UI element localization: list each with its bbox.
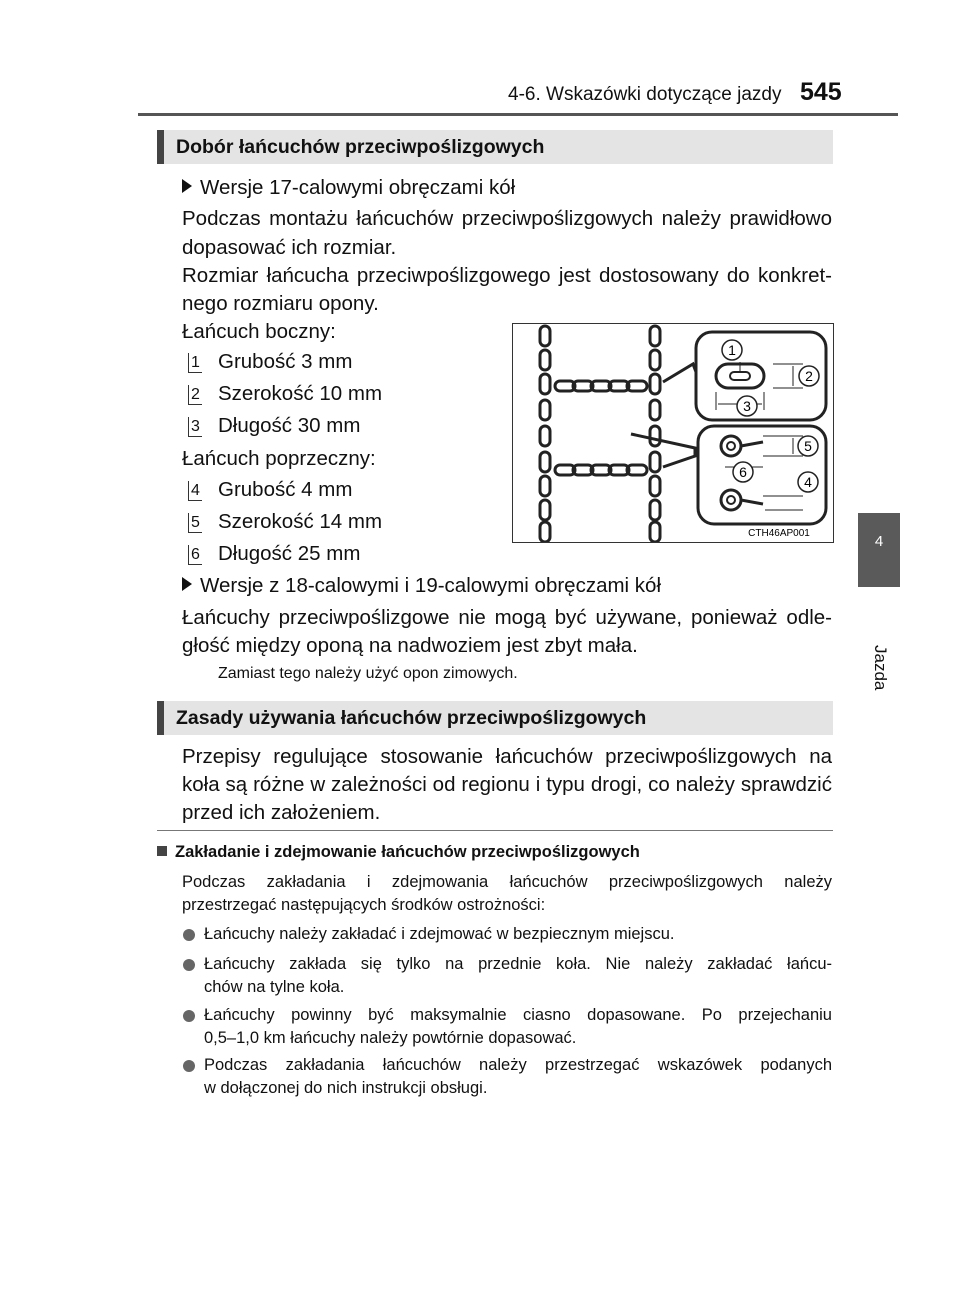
variant-heading-17in: Wersje 17-calowymi obręczami kół (182, 174, 515, 203)
side-chain-label: Łańcuch boczny: (182, 320, 336, 343)
callout-3 (737, 396, 757, 416)
bullet-text: Łańcuchy powinny być maksymalnie ciasno dopasowane. Po przejechaniu (204, 1006, 832, 1024)
svg-text:4: 4 (804, 474, 812, 490)
spec-item: Długość 30 mm (218, 414, 361, 437)
callout-4 (798, 472, 818, 492)
horizontal-chain-lower (555, 465, 647, 475)
callout-2 (799, 366, 819, 386)
item-number: 2 (188, 385, 202, 405)
triangle-bullet-icon (182, 577, 192, 591)
variant-heading-18-19in: Wersje z 18-calowymi i 19-calowymi obręczami kół (182, 572, 661, 601)
vertical-chain-left (540, 326, 550, 542)
chain-dimension-figure (512, 323, 834, 543)
paragraph-line: przed ich założeniem. (182, 801, 381, 824)
spec-item: Grubość 4 mm (218, 478, 353, 501)
paragraph-line: koła są różne w zależności od regionu i typu drogi, co należy sprawdzić (182, 773, 832, 796)
chain-illustration (513, 324, 833, 542)
item-number: 3 (188, 417, 202, 437)
spec-item: Szerokość 14 mm (218, 510, 383, 533)
svg-text:3: 3 (743, 398, 751, 414)
bullet-dot-icon (183, 1060, 195, 1072)
chapter-number: 4 (874, 533, 884, 550)
bullet-text: Łańcuchy należy zakładać i zdejmować w bezpiecznym miejscu. (204, 925, 675, 943)
item-number: 5 (188, 513, 202, 533)
bullet-dot-icon (183, 959, 195, 971)
svg-text:6: 6 (739, 464, 747, 480)
item-number: 1 (188, 353, 202, 373)
triangle-bullet-icon (182, 179, 192, 193)
horizontal-chain-upper (555, 381, 647, 391)
bullet-text: Podczas zakładania łańcuchów należy przestrzegać wskazówek podanych (204, 1056, 832, 1074)
spec-item: Długość 25 mm (218, 542, 361, 565)
chapter-tab (858, 513, 900, 587)
intro-line: Podczas zakładania i zdejmowania łańcuchów przeciwpoślizgowych należy (182, 873, 832, 891)
chapter-label (858, 595, 900, 691)
intro-line: przestrzegać następujących środków ostrożności: (182, 896, 546, 914)
subsection-heading: Zakładanie i zdejmowanie łańcuchów przeciwpoślizgowych (157, 841, 640, 864)
svg-text:2: 2 (805, 368, 813, 384)
note-text: Zamiast tego należy użyć opon zimowych. (218, 665, 518, 682)
paragraph-line: głość między oponą na nadwoziem jest zbyt mała. (182, 634, 638, 657)
paragraph-line: Podczas montażu łańcuchów przeciwpoślizgowych należy prawidłowo (182, 207, 832, 230)
spec-item: Grubość 3 mm (218, 350, 353, 373)
bullet-text-cont: w dołączonej do nich instrukcji obsługi. (204, 1079, 488, 1097)
figure-code: CTH46AP001 (748, 528, 810, 539)
bullet-text: Łańcuchy zakłada się tylko na przednie koła. Nie należy zakładać łańcu- (204, 955, 832, 973)
svg-text:1: 1 (728, 342, 736, 358)
section-heading-chain-rules: Zasady używania łańcuchów przeciwpoślizgowych (157, 701, 833, 735)
section-divider (157, 830, 833, 831)
paragraph-line: Rozmiar łańcucha przeciwpoślizgowego jest dostosowany do konkret- (182, 264, 832, 287)
spec-item: Szerokość 10 mm (218, 382, 383, 405)
header-rule (138, 113, 898, 116)
item-number: 6 (188, 545, 202, 565)
item-number: 4 (188, 481, 202, 501)
paragraph-line: Przepisy regulujące stosowanie łańcuchów przeciwpoślizgowych na (182, 745, 832, 768)
paragraph-line: dopasować ich rozmiar. (182, 236, 397, 259)
paragraph-line: Łańcuchy przeciwpoślizgowe nie mogą być używane, ponieważ odle- (182, 606, 832, 629)
cross-chain-label: Łańcuch poprzeczny: (182, 447, 376, 470)
vertical-chain-right (650, 326, 660, 542)
bullet-dot-icon (183, 1010, 195, 1022)
bullet-text-cont: 0,5–1,0 km łańcuchy należy powtórnie dopasować. (204, 1029, 577, 1047)
callout-5 (798, 436, 818, 456)
svg-text:5: 5 (804, 438, 812, 454)
chapter-label-text: Jazda (871, 645, 890, 691)
callout-6 (733, 462, 753, 482)
square-bullet-icon (157, 846, 167, 856)
paragraph-line: nego rozmiaru opony. (182, 292, 379, 315)
callout-1 (722, 340, 742, 360)
running-header-section: 4-6. Wskazówki dotyczące jazdy (508, 84, 782, 105)
page-number: 545 (800, 78, 842, 106)
bullet-text-cont: chów na tylne koła. (204, 978, 345, 996)
section-heading-chain-selection: Dobór łańcuchów przeciwpoślizgowych (157, 130, 833, 164)
bullet-dot-icon (183, 929, 195, 941)
